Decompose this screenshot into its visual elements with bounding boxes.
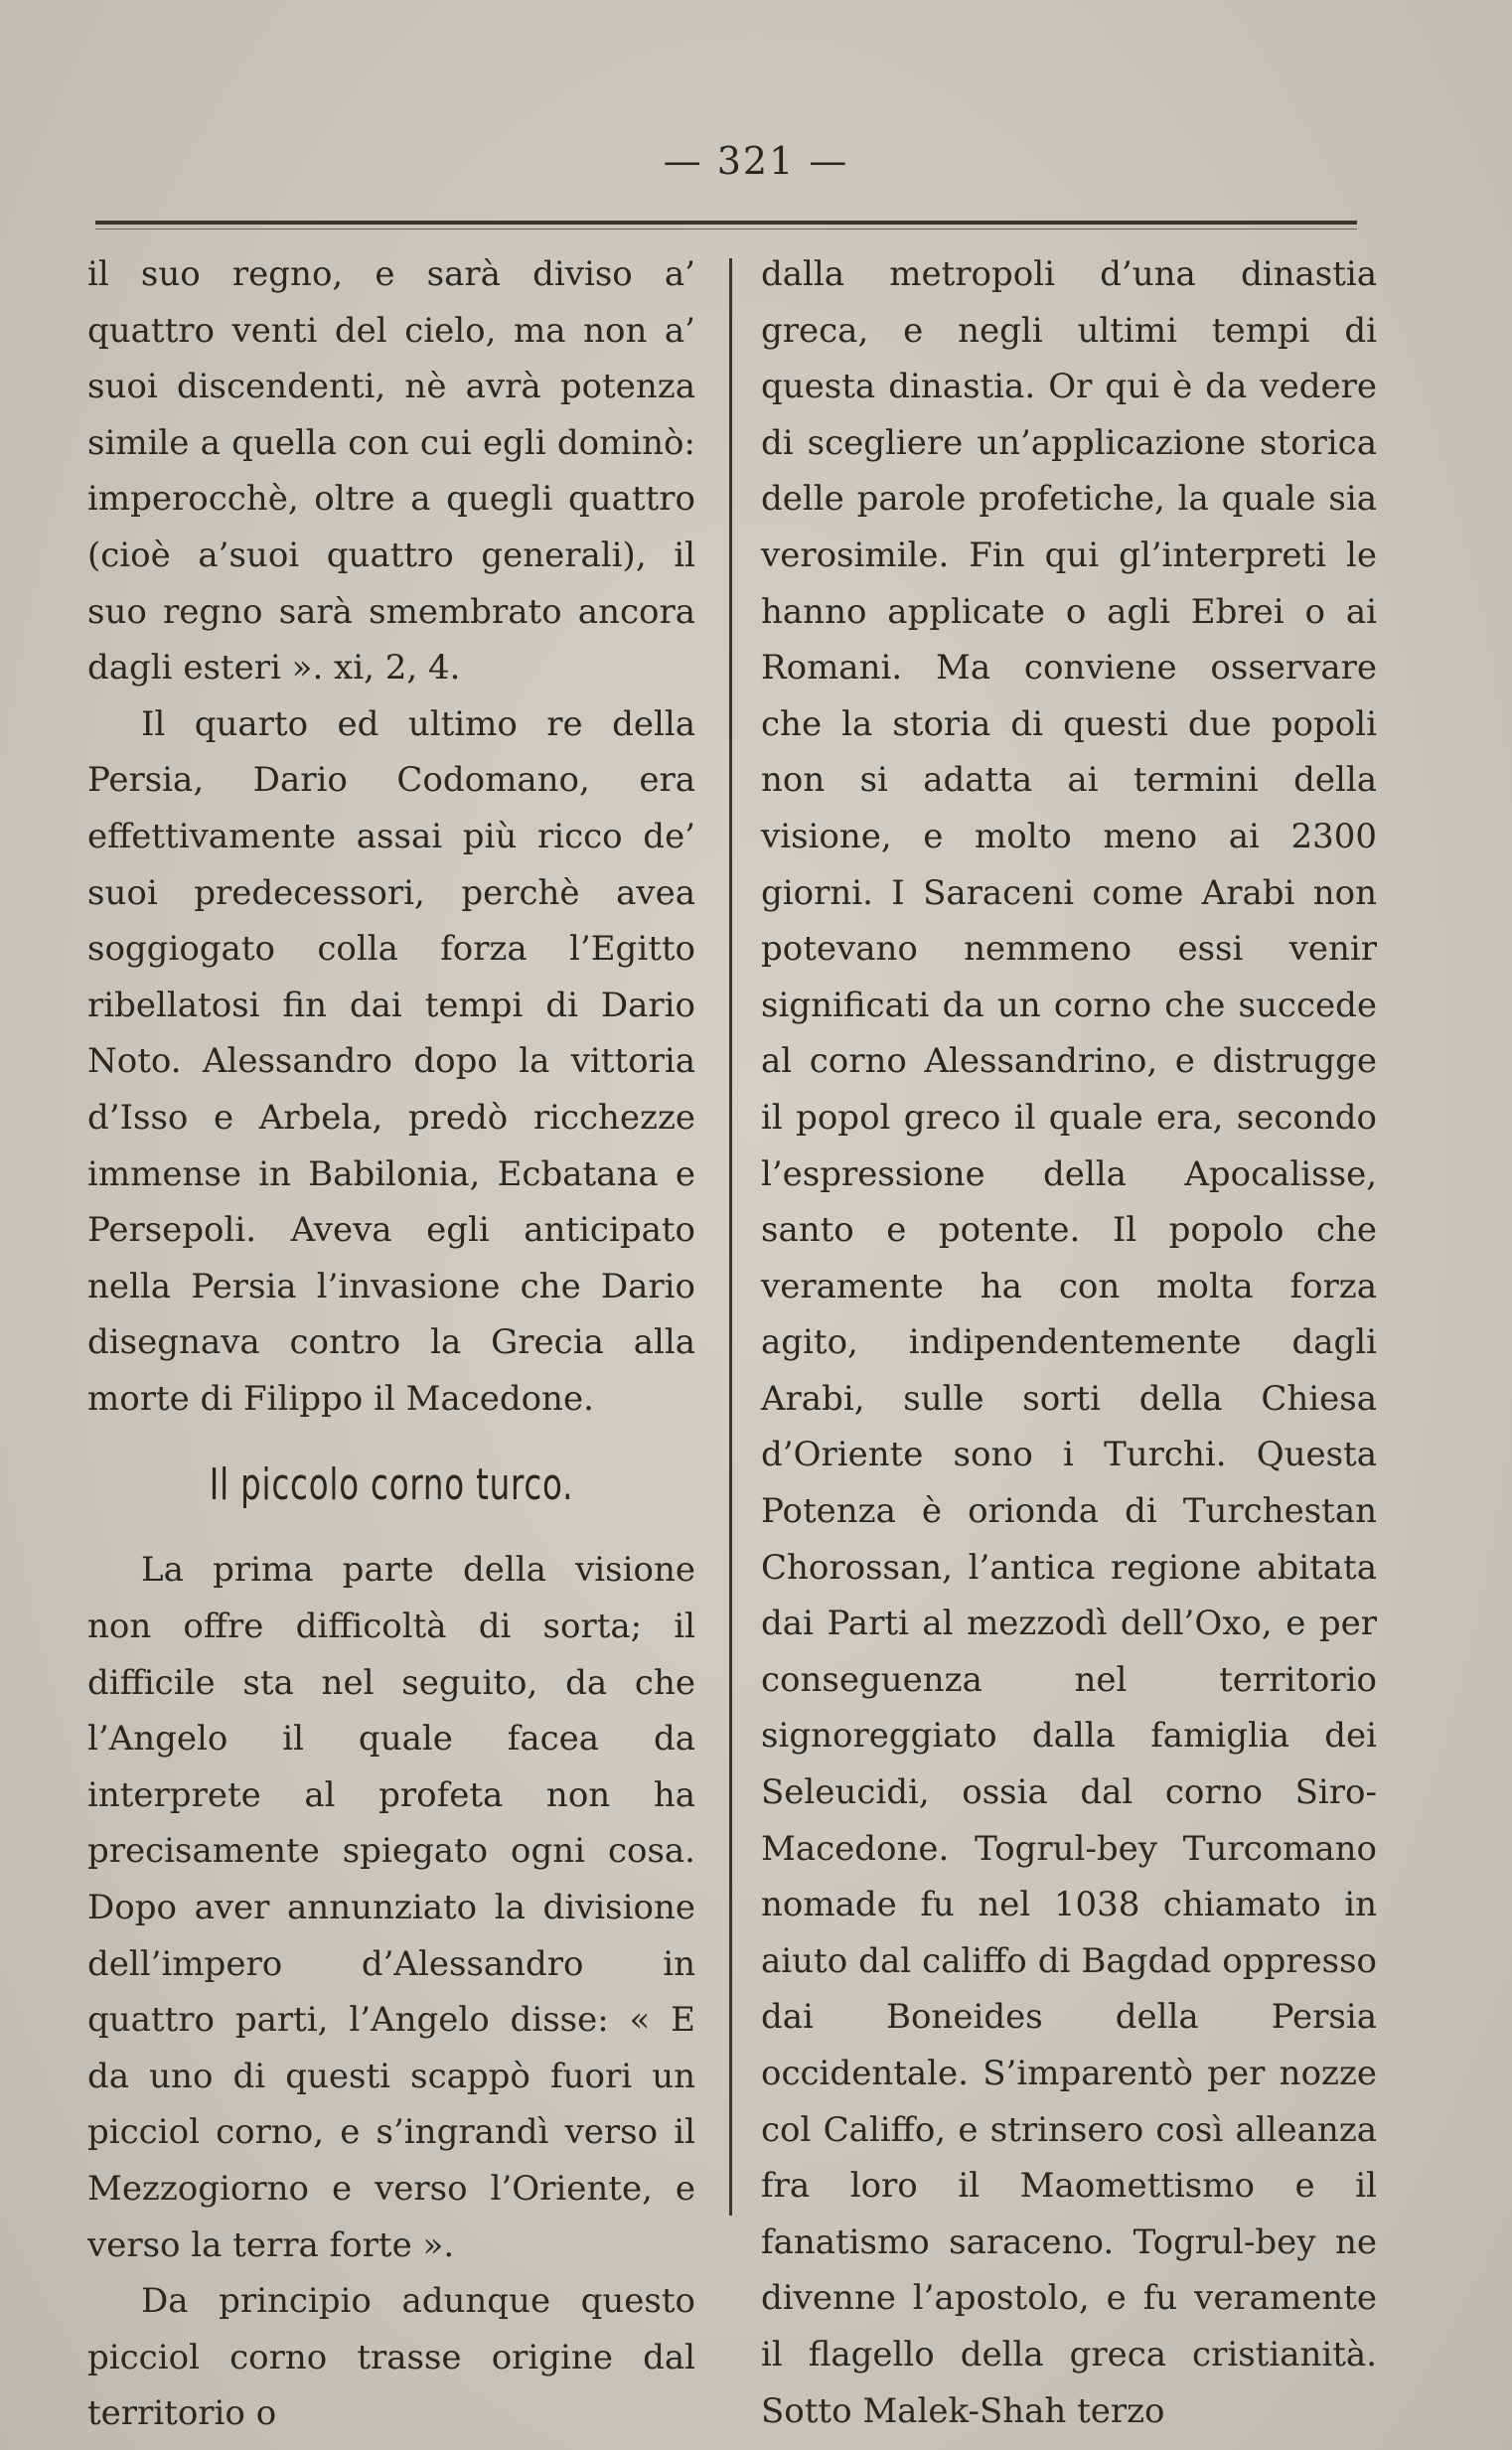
right-column xyxy=(761,246,1377,2439)
header-rule-thin xyxy=(95,229,1357,230)
left-paragraph-3: La prima parte della visione non offre difficoltà di sorta; il difficile sta nel seguito, da che l’Angelo il quale facea da interprete al profeta non ha precisamente spiegato ogni cosa. Dopo aver annunziato la divisione dell’impero d’Alessandro in quattro parti, l’Angelo disse: « E da uno di questi scappò fuori un picciol corno, e s’ingrandì verso il Mezzogiorno e verso l’Oriente, e verso la terra forte ». xyxy=(87,1550,695,2265)
section-heading: Il piccolo corno turco. xyxy=(209,1459,574,1511)
left-column xyxy=(87,246,695,2442)
header-rule xyxy=(95,221,1357,225)
right-paragraph-1: dalla metropoli d’una dinastia greca, e negli ultimi tempi di questa dinastia. Or qui è da vedere di scegliere un’applicazione storica delle parole profetiche, la quale sia verosimile. Fin qui gl’interpreti le hanno applicate o agli Ebrei o ai Romani. Ma conviene osservare che la storia di questi due popoli non si adatta ai termini della visione, e molto meno ai 2300 giorni. I Saraceni come Arabi non potevano nemmeno essi venir significati da un corno che succede al corno Alessandrino, e distrugge il popol greco il quale era, secondo l’espressione della Apocalisse, santo e potente. Il popolo che veramente ha con molta forza agito, indipendentemente dagli Arabi, sulle sorti della Chiesa d’Oriente sono i Turchi. Questa Potenza è orionda di Turchestan Chorossan, l’antica regione abitata dai Parti al mezzodì dell’Oxo, e per conseguenza nel territorio signoreggiato dalla famiglia dei Seleucidi, ossia dal corno Siro-Macedone. Togrul-bey Turcomano nomade fu nel 1038 chiamato in aiuto dal califfo di Bagdad oppresso dai Boneides della Persia occidentale. S’imparentò per nozze col Califfo, e strinsero così alleanza fra loro il Maomettismo e il fanatismo saraceno. Togrul-bey ne divenne l’apostolo, e fu veramente il flagello della greca cristianità. Sotto Malek-Shah terzo xyxy=(761,254,1377,2431)
left-paragraph-1: il suo regno, e sarà diviso a’ quattro venti del cielo, ma non a’ suoi discendenti, nè avrà potenza simile a quella con cui egli dominò: imperocchè, oltre a quegli quattro (cioè a’suoi quattro generali), il suo regno sarà smembrato ancora dagli esteri ». xi, 2, 4. xyxy=(87,254,695,689)
left-paragraph-2: Il quarto ed ultimo re della Persia, Dario Codomano, era effettivamente assai più ricco de’ suoi predecessori, perchè avea soggiogato colla forza l’Egitto ribellatosi fin dai tempi di Dario Noto. Alessandro dopo la vittoria d’Isso e Arbela, predò ricchezze immense in Babilonia, Ecbatana e Persepoli. Aveva egli anticipato nella Persia l’invasione che Dario disegnava contro la Grecia alla morte di Filippo il Macedone. xyxy=(87,703,695,1419)
page-number: — 321 — xyxy=(663,139,849,183)
left-paragraph-4: Da principio adunque questo picciol corno trasse origine dal territorio o xyxy=(87,2281,695,2434)
column-divider xyxy=(729,258,732,2216)
